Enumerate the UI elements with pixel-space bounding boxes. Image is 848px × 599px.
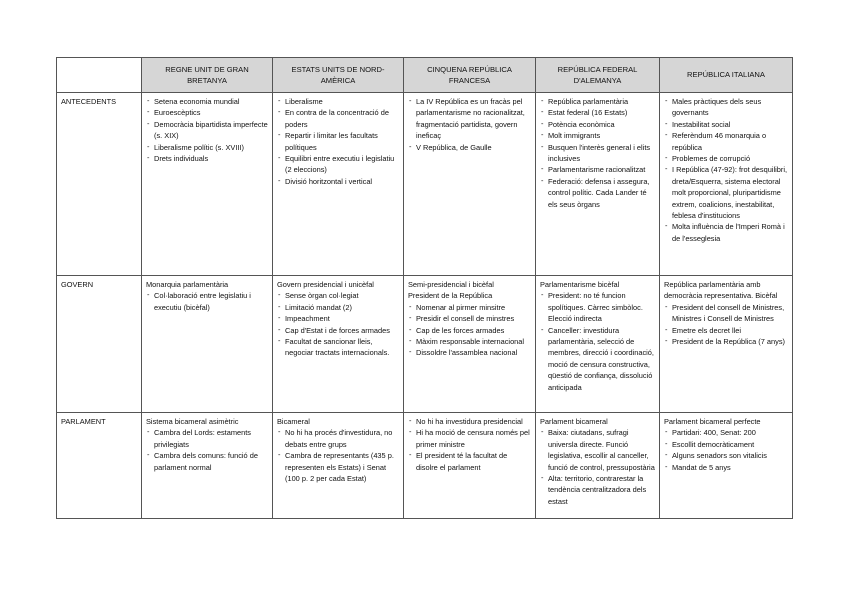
cell-intro: Parlament bicameral perfecte xyxy=(664,417,761,426)
list-item: - Alguns senadors son vitalicis xyxy=(672,450,788,461)
list-item: - Cambra de representants (435 p. representen els Estats) i Senat (100 p. 2 per cada Estat) xyxy=(285,450,399,484)
cell-intro: Monarquia parlamentària xyxy=(146,280,229,289)
list-item: - Cap de les forces armades xyxy=(416,325,531,336)
header-corner xyxy=(57,58,142,93)
list-item: - Equilibri entre executiu i legislatiu (2 eleccions) xyxy=(285,153,399,176)
bullet-list xyxy=(664,302,788,348)
comparison-table xyxy=(56,57,793,519)
header-uk: REGNE UNIT DE GRAN BRETANYA xyxy=(142,58,273,93)
cell-intro: Govern presidencial i unicèfal xyxy=(277,280,374,289)
list-item: - Nomenar al pirmer minsitre xyxy=(416,302,531,313)
cell-intro: Bicameral xyxy=(277,417,310,426)
cell-italy xyxy=(660,276,793,413)
cell-usa xyxy=(273,276,404,413)
bullet-list xyxy=(277,290,399,358)
list-item: - President: no té funcion spolítiques. Càrrec simbòloc. Elecció indirecta xyxy=(548,290,655,324)
list-item: - Referèndum 46 monarquia o república xyxy=(672,130,788,153)
cell-germany xyxy=(536,276,660,413)
list-item: - Mandat de 5 anys xyxy=(672,462,788,473)
bullet-list xyxy=(540,427,655,507)
list-item: - Molt immigrants xyxy=(548,130,655,141)
list-item: - V República, de Gaulle xyxy=(416,142,531,153)
list-item: - República parlamentària xyxy=(548,96,655,107)
cell-intro: Parlament bicameral xyxy=(540,417,608,426)
table-row xyxy=(57,93,793,276)
list-item: - Liberalisme polític (s. XVIII) xyxy=(154,142,268,153)
cell-uk xyxy=(142,93,273,276)
bullet-list xyxy=(146,96,268,164)
list-item: - Inestabilitat social xyxy=(672,119,788,130)
list-item: - La IV República es un fracàs pel parlamentarisme no racionalitzat, fragmentació partidista, govern ineficaç xyxy=(416,96,531,142)
table-row xyxy=(57,413,793,519)
bullet-list xyxy=(277,96,399,187)
list-item: - Hi ha moció de censura només pel primer ministre xyxy=(416,427,531,450)
list-item: - Màxim responsable internacional xyxy=(416,336,531,347)
cell-intro: Semi-presidencial i bicèfal President de la República xyxy=(408,280,494,301)
list-item: - Emetre els decret llei xyxy=(672,325,788,336)
list-item: - Federació: defensa i assegura, control polític. Cada Lander té els seus òrgans xyxy=(548,176,655,210)
list-item: - Limitació mandat (2) xyxy=(285,302,399,313)
list-item: - Setena economia mundial xyxy=(154,96,268,107)
list-item: - Potència econòmica xyxy=(548,119,655,130)
cell-france xyxy=(404,93,536,276)
list-item: - Impeachment xyxy=(285,313,399,324)
list-item: - Busquen l'interès general i elits inclusives xyxy=(548,142,655,165)
header-italy: REPÚBLICA ITALIANA xyxy=(660,58,793,93)
header-france: CINQUENA REPÚBLICA FRANCESA xyxy=(404,58,536,93)
bullet-list xyxy=(408,416,531,473)
header-germany: REPÚBLICA FEDERAL D'ALEMANYA xyxy=(536,58,660,93)
cell-germany xyxy=(536,413,660,519)
header-usa: ESTATS UNITS DE NORD-AMÈRICA xyxy=(273,58,404,93)
header-row xyxy=(57,58,793,93)
cell-intro: Sistema bicameral asimètric xyxy=(146,417,239,426)
list-item: - Alta: territorio, contrarestar la tendència centralitzadora dels estast xyxy=(548,473,655,507)
list-item: - Euroescèptics xyxy=(154,107,268,118)
bullet-list xyxy=(540,290,655,393)
bullet-list xyxy=(408,302,531,359)
list-item: - Sense òrgan col·legiat xyxy=(285,290,399,301)
list-item: - Estat federal (16 Estats) xyxy=(548,107,655,118)
cell-italy xyxy=(660,413,793,519)
bullet-list xyxy=(146,290,268,313)
list-item: - President del consell de Ministres, Ministres i Consell de Ministres xyxy=(672,302,788,325)
list-item: - Cap d'Estat i de forces armades xyxy=(285,325,399,336)
list-item: - En contra de la concentració de poders xyxy=(285,107,399,130)
list-item: - Partidari: 400, Senat: 200 xyxy=(672,427,788,438)
list-item: - Molta influència de l'Imperi Romà i de l'esseglesia xyxy=(672,221,788,244)
list-item: - Col·laboració entre legislatiu i executiu (bicèfal) xyxy=(154,290,268,313)
list-item: - Democràcia bipartidista imperfecte (s. XIX) xyxy=(154,119,268,142)
list-item: - Baixa: ciutadans, sufragi universla directe. Funció legislativa, escollir al canceller, funció de control, pressupostària xyxy=(548,427,655,473)
table-row xyxy=(57,276,793,413)
cell-uk xyxy=(142,276,273,413)
row-label: PARLAMENT xyxy=(57,413,142,519)
list-item: - Cambra dels comuns: funció de parlament normal xyxy=(154,450,268,473)
bullet-list xyxy=(146,427,268,473)
list-item: - Dissoldre l'assamblea nacional xyxy=(416,347,531,358)
bullet-list xyxy=(664,96,788,244)
cell-uk xyxy=(142,413,273,519)
list-item: - President de la República (7 anys) xyxy=(672,336,788,347)
list-item: - Presidir el consell de minstres xyxy=(416,313,531,324)
list-item: - Problemes de corrupció xyxy=(672,153,788,164)
cell-intro: Parlamentarisme bicèfal xyxy=(540,280,620,289)
list-item: - Canceller: investidura parlamentària, selecció de membres, direcció i coordinació, moció de censura constructiva, qüestió de confiança, dissolució anticipada xyxy=(548,325,655,393)
bullet-list xyxy=(540,96,655,210)
list-item: - Repartir i limitar les facultats polítiques xyxy=(285,130,399,153)
list-item: - El president té la facultat de disolre el parlament xyxy=(416,450,531,473)
cell-france xyxy=(404,276,536,413)
bullet-list xyxy=(664,427,788,473)
cell-intro: República parlamentària amb democràcia representativa. Bicèfal xyxy=(664,280,778,301)
cell-germany xyxy=(536,93,660,276)
list-item: - I República (47-92): frot desquilibri, dreta/Esquerra, sistema electoral molt proporcional, pluripartidisme extrem, coalicions, inestabilitat, feblesa d'institucions xyxy=(672,164,788,221)
row-label: GOVERN xyxy=(57,276,142,413)
bullet-list xyxy=(277,427,399,484)
bullet-list xyxy=(408,96,531,153)
list-item: - No hi ha procés d'investidura, no debats entre grups xyxy=(285,427,399,450)
list-item: - Escollit democràticament xyxy=(672,439,788,450)
list-item: - Facultat de sancionar lleis, negociar tractats internacionals. xyxy=(285,336,399,359)
list-item: - Liberalisme xyxy=(285,96,399,107)
list-item: - Parlamentarisme racionalitzat xyxy=(548,164,655,175)
cell-usa xyxy=(273,93,404,276)
list-item: - Cambra del Lords: estaments privilegiats xyxy=(154,427,268,450)
list-item: - Divisió horitzontal i vertical xyxy=(285,176,399,187)
list-item: - Drets individuals xyxy=(154,153,268,164)
list-item: - No hi ha investidura presidencial xyxy=(416,416,531,427)
cell-italy xyxy=(660,93,793,276)
list-item: - Males pràctiques dels seus governants xyxy=(672,96,788,119)
cell-usa xyxy=(273,413,404,519)
row-label: ANTECEDENTS xyxy=(57,93,142,276)
cell-france xyxy=(404,413,536,519)
